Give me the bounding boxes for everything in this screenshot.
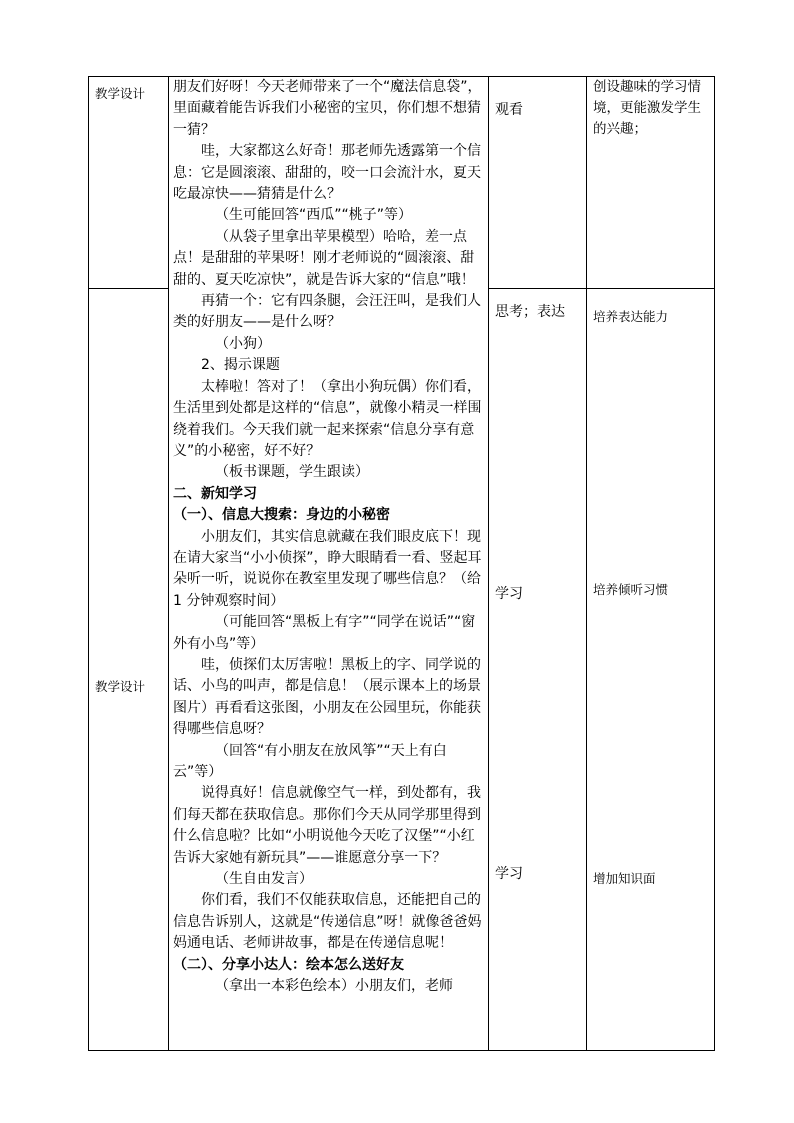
section-heading: （一）、信息大搜索：身边的小秘密 bbox=[173, 507, 390, 524]
content-paragraph: （从袋子里拿出苹果模型）哈哈，差一点点！是甜甜的苹果呀！刚才老师说的“圆滚滚、甜甜的、夏天吃凉快”，就是告诉大家的“信息”哦！ bbox=[173, 228, 475, 288]
content-paragraph: （板书课题，学生跟读） bbox=[215, 464, 369, 481]
content-paragraph: 哇，侦探们太厉害啦！黑板上的字、同学说的话、小鸟的叫声，都是信息！（展示课本上的场景图片）再看看这张图，小朋友在公园里玩，你能获得哪些信息呀？ bbox=[173, 656, 481, 738]
section-heading: （二）、分享小达人：绘本怎么送好友 bbox=[173, 956, 404, 973]
section-cell bbox=[89, 77, 169, 289]
content-paragraph: （拿出一本彩色绘本）小朋友们，老师 bbox=[215, 978, 453, 995]
lesson-content bbox=[169, 77, 488, 997]
goal-text: 增加知识面 bbox=[593, 871, 656, 886]
goal-text: 培养倾听习惯 bbox=[593, 582, 669, 597]
content-paragraph: 2、揭示课题 bbox=[201, 357, 280, 374]
lesson-content-cell bbox=[169, 77, 489, 1051]
content-paragraph: （回答“有小朋友在放风筝”“天上有白云”等） bbox=[173, 742, 447, 780]
activity-cell bbox=[489, 289, 587, 1051]
activity-label: 观看 bbox=[495, 102, 523, 118]
table-row bbox=[89, 77, 715, 289]
goal-cell bbox=[587, 77, 715, 289]
section-heading: 二、新知学习 bbox=[173, 485, 257, 502]
activity-label: 思考；表达 bbox=[495, 304, 565, 320]
content-paragraph: （生可能回答“西瓜”“桃子”等） bbox=[215, 207, 413, 224]
section-cell bbox=[89, 289, 169, 1051]
goal-cell bbox=[587, 289, 715, 1051]
section-label: 教学设计 bbox=[95, 86, 146, 101]
goal-text: 创设趣味的学习情境，更能激发学生的兴趣； bbox=[593, 79, 701, 137]
content-paragraph: 小朋友们，其实信息就藏在我们眼皮底下！现在请大家当“小小侦探”，睁大眼睛看一看、竖起耳朵听一听，说说你在教室里发现了哪些信息？（给 1 分钟观察时间） bbox=[173, 528, 482, 609]
content-paragraph: （可能回答“黑板上有字”“同学在说话”“窗外有小鸟”等） bbox=[173, 614, 476, 652]
goal-text: 培养表达能力 bbox=[593, 309, 669, 324]
content-paragraph: 哇，大家都这么好奇！那老师先透露第一个信息：它是圆滚滚、甜甜的，咬一口会流汁水，夏天吃最凉快——猜猜是什么？ bbox=[173, 143, 481, 203]
content-paragraph: 你们看，我们不仅能获取信息，还能把自己的信息告诉别人，这就是“传递信息”呀！就像爸爸妈妈通电话、老师讲故事，都是在传递信息呢！ bbox=[173, 892, 482, 952]
content-paragraph: 朋友们好呀！今天老师带来了一个“魔法信息袋”，里面藏着能告诉我们小秘密的宝贝，你们想不想猜一猜？ bbox=[173, 79, 482, 138]
activity-label: 学习 bbox=[495, 586, 523, 602]
content-paragraph: （小狗） bbox=[215, 335, 271, 352]
activity-cell bbox=[489, 77, 587, 289]
section-label: 教学设计 bbox=[95, 679, 146, 694]
content-paragraph: 再猜一个：它有四条腿，会汪汪叫，是我们人类的好朋友——是什么呀？ bbox=[173, 293, 481, 331]
content-paragraph: （生自由发言） bbox=[215, 871, 313, 888]
content-paragraph: 太棒啦！答对了！（拿出小狗玩偶）你们看，生活里到处都是这样的“信息”，就像小精灵一样围绕着我们。今天我们就一起来探索“信息分享有意义”的小秘密，好不好？ bbox=[173, 378, 482, 459]
lesson-plan-table bbox=[88, 76, 715, 1051]
activity-label: 学习 bbox=[495, 866, 523, 882]
content-paragraph: 说得真好！信息就像空气一样，到处都有，我们每天都在获取信息。那你们今天从同学那里得到什么信息啦？比如“小明说他今天吃了汉堡”“小红告诉大家她有新玩具”——谁愿意分享一下？ bbox=[173, 785, 481, 866]
